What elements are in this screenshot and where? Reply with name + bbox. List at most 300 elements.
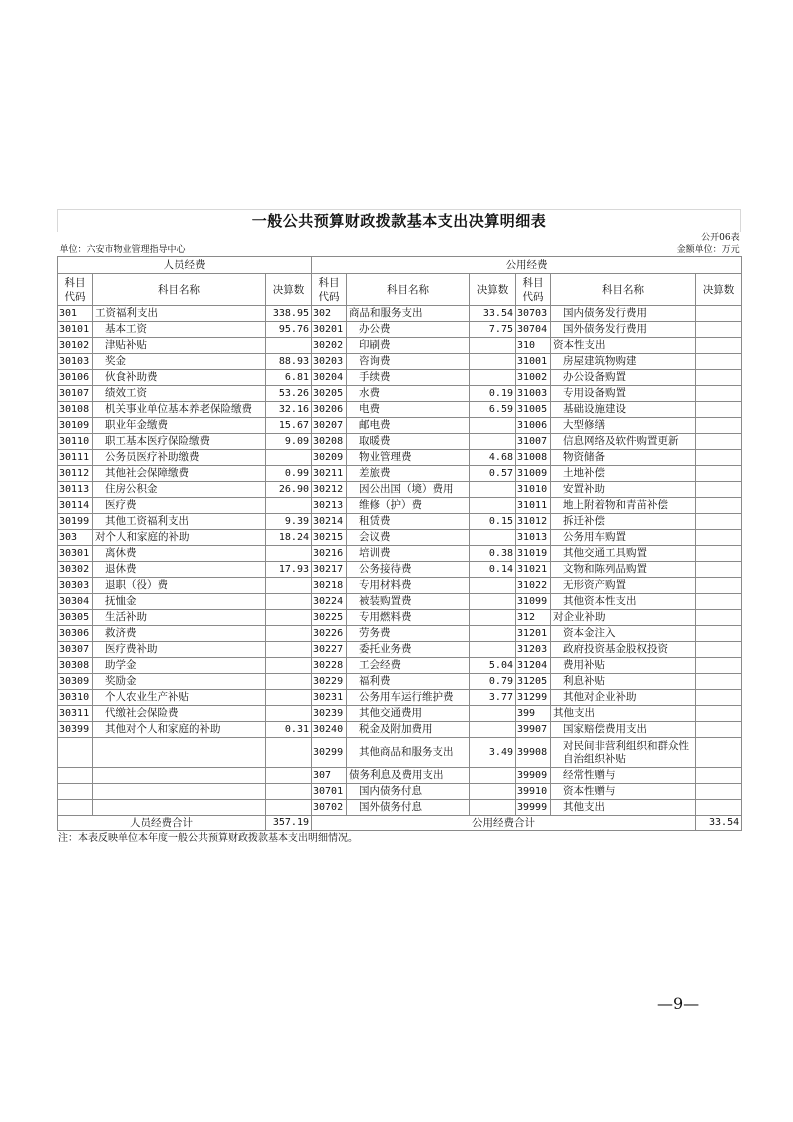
amount-cell <box>696 466 742 482</box>
name-cell: 救济费 <box>93 626 266 642</box>
table-row <box>58 674 742 690</box>
name-cell: 水费 <box>347 386 470 402</box>
amount-cell <box>696 354 742 370</box>
amount-cell: 6.59 <box>470 402 516 418</box>
code-cell: 30305 <box>58 610 93 626</box>
code-cell: 31201 <box>516 626 551 642</box>
amount-cell <box>696 658 742 674</box>
amount-cell <box>266 674 312 690</box>
amount-cell <box>470 482 516 498</box>
code-cell: 30113 <box>58 482 93 498</box>
public-total-value: 33.54 <box>696 816 742 831</box>
amount-cell <box>696 768 742 784</box>
table-row <box>58 498 742 514</box>
table-row <box>58 738 742 768</box>
name-cell: 取暖费 <box>347 434 470 450</box>
amount-cell <box>470 768 516 784</box>
code-cell: 30214 <box>312 514 347 530</box>
amount-cell: 0.38 <box>470 546 516 562</box>
code-cell: 31204 <box>516 658 551 674</box>
code-cell: 39908 <box>516 738 551 768</box>
code-cell: 31021 <box>516 562 551 578</box>
amount-cell <box>696 610 742 626</box>
code-cell: 31008 <box>516 450 551 466</box>
amount-cell <box>470 498 516 514</box>
amount-cell <box>266 768 312 784</box>
name-cell <box>93 768 266 784</box>
amount-cell <box>696 322 742 338</box>
code-cell: 307 <box>312 768 347 784</box>
code-cell: 30203 <box>312 354 347 370</box>
code-cell: 30207 <box>312 418 347 434</box>
name-cell: 助学金 <box>93 658 266 674</box>
name-cell: 其他对企业补助 <box>551 690 696 706</box>
name-cell: 国内债务发行费用 <box>551 306 696 322</box>
code-cell: 30310 <box>58 690 93 706</box>
name-cell: 其他交通工具购置 <box>551 546 696 562</box>
name-cell: 资本性支出 <box>551 338 696 354</box>
name-cell: 退职（役）费 <box>93 578 266 594</box>
name-cell: 维修（护）费 <box>347 498 470 514</box>
name-cell <box>93 738 266 768</box>
name-cell: 专用材料费 <box>347 578 470 594</box>
name-cell: 邮电费 <box>347 418 470 434</box>
column-header-row <box>58 274 742 306</box>
name-cell: 办公费 <box>347 322 470 338</box>
table-row <box>58 370 742 386</box>
code-cell: 30225 <box>312 610 347 626</box>
code-cell: 30101 <box>58 322 93 338</box>
name-cell: 大型修缮 <box>551 418 696 434</box>
code-cell: 30309 <box>58 674 93 690</box>
name-cell: 租赁费 <box>347 514 470 530</box>
name-cell: 资本性赠与 <box>551 784 696 800</box>
amount-cell <box>696 784 742 800</box>
name-cell: 印刷费 <box>347 338 470 354</box>
name-cell: 劳务费 <box>347 626 470 642</box>
code-cell: 30217 <box>312 562 347 578</box>
name-cell: 奖金 <box>93 354 266 370</box>
name-cell: 国内债务付息 <box>347 784 470 800</box>
amount-cell <box>266 338 312 354</box>
code-cell: 31002 <box>516 370 551 386</box>
code-cell: 30703 <box>516 306 551 322</box>
code-cell: 30199 <box>58 514 93 530</box>
amount-cell <box>696 800 742 816</box>
code-cell: 39907 <box>516 722 551 738</box>
amount-cell: 18.24 <box>266 530 312 546</box>
amount-cell <box>696 626 742 642</box>
totals-row <box>58 816 742 831</box>
amount-cell <box>266 738 312 768</box>
name-cell: 国家赔偿费用支出 <box>551 722 696 738</box>
personnel-total-value: 357.19 <box>266 816 312 831</box>
code-cell: 30304 <box>58 594 93 610</box>
amount-cell <box>266 450 312 466</box>
amount-cell: 0.57 <box>470 466 516 482</box>
report-sheet <box>57 209 741 847</box>
code-cell: 39910 <box>516 784 551 800</box>
code-cell: 31012 <box>516 514 551 530</box>
code-cell <box>58 784 93 800</box>
code-cell: 30311 <box>58 706 93 722</box>
code-cell: 30303 <box>58 578 93 594</box>
name-cell: 政府投资基金股权投资 <box>551 642 696 658</box>
amount-cell <box>696 738 742 768</box>
amount-cell <box>470 370 516 386</box>
code-cell: 30227 <box>312 642 347 658</box>
name-cell: 津贴补贴 <box>93 338 266 354</box>
amount-cell: 5.04 <box>470 658 516 674</box>
expenditure-table <box>57 232 742 831</box>
code-cell: 30112 <box>58 466 93 482</box>
code-cell: 30109 <box>58 418 93 434</box>
table-row <box>58 450 742 466</box>
name-cell: 电费 <box>347 402 470 418</box>
code-cell: 30205 <box>312 386 347 402</box>
amount-cell <box>696 546 742 562</box>
code-cell: 31299 <box>516 690 551 706</box>
col-header-amount: 决算数 <box>266 274 312 306</box>
name-cell: 抚恤金 <box>93 594 266 610</box>
code-cell: 39999 <box>516 800 551 816</box>
name-cell: 公务员医疗补助缴费 <box>93 450 266 466</box>
amount-cell <box>696 338 742 354</box>
table-row <box>58 690 742 706</box>
amount-cell <box>266 498 312 514</box>
col-header-name: 科目名称 <box>93 274 266 306</box>
name-cell <box>93 784 266 800</box>
name-cell: 物业管理费 <box>347 450 470 466</box>
code-cell: 30114 <box>58 498 93 514</box>
amount-cell: 9.39 <box>266 514 312 530</box>
code-cell: 30202 <box>312 338 347 354</box>
amount-cell <box>696 434 742 450</box>
table-row <box>58 562 742 578</box>
amount-cell <box>696 530 742 546</box>
amount-cell <box>266 784 312 800</box>
code-cell: 302 <box>312 306 347 322</box>
code-cell <box>58 800 93 816</box>
name-cell: 利息补贴 <box>551 674 696 690</box>
amount-cell <box>266 690 312 706</box>
amount-cell <box>696 498 742 514</box>
col-header-code: 科目代码 <box>516 274 551 306</box>
code-cell: 30307 <box>58 642 93 658</box>
table-row <box>58 306 742 322</box>
unit-label: 单位：六安市物业管理指导中心 <box>58 244 470 257</box>
col-header-code: 科目代码 <box>58 274 93 306</box>
code-cell: 30108 <box>58 402 93 418</box>
name-cell: 奖励金 <box>93 674 266 690</box>
amount-cell <box>470 706 516 722</box>
code-cell: 30226 <box>312 626 347 642</box>
name-cell: 退休费 <box>93 562 266 578</box>
amount-cell <box>266 642 312 658</box>
name-cell: 其他社会保障缴费 <box>93 466 266 482</box>
code-cell: 30702 <box>312 800 347 816</box>
code-cell: 31010 <box>516 482 551 498</box>
code-cell: 31007 <box>516 434 551 450</box>
table-row <box>58 402 742 418</box>
name-cell: 离休费 <box>93 546 266 562</box>
code-cell: 31005 <box>516 402 551 418</box>
amount-cell <box>266 546 312 562</box>
name-cell: 国外债务付息 <box>347 800 470 816</box>
name-cell: 基本工资 <box>93 322 266 338</box>
table-row <box>58 338 742 354</box>
amount-cell <box>696 722 742 738</box>
table-row <box>58 530 742 546</box>
amount-cell <box>266 626 312 642</box>
code-cell: 303 <box>58 530 93 546</box>
name-cell: 国外债务发行费用 <box>551 322 696 338</box>
amount-cell <box>266 610 312 626</box>
code-cell: 30201 <box>312 322 347 338</box>
amount-cell: 88.93 <box>266 354 312 370</box>
amount-cell <box>696 578 742 594</box>
amount-unit: 金额单位：万元 <box>470 244 742 257</box>
amount-cell <box>470 610 516 626</box>
amount-cell <box>696 450 742 466</box>
name-cell: 资本金注入 <box>551 626 696 642</box>
table-id: 公开06表 <box>701 233 740 243</box>
code-cell: 30216 <box>312 546 347 562</box>
name-cell: 差旅费 <box>347 466 470 482</box>
name-cell: 公务用车运行维护费 <box>347 690 470 706</box>
code-cell: 31009 <box>516 466 551 482</box>
code-cell: 30102 <box>58 338 93 354</box>
code-cell: 31022 <box>516 578 551 594</box>
code-cell: 312 <box>516 610 551 626</box>
name-cell: 其他资本性支出 <box>551 594 696 610</box>
name-cell: 工会经费 <box>347 658 470 674</box>
code-cell: 31003 <box>516 386 551 402</box>
amount-cell: 0.19 <box>470 386 516 402</box>
code-cell: 30229 <box>312 674 347 690</box>
amount-cell <box>266 658 312 674</box>
name-cell: 其他商品和服务支出 <box>347 738 470 768</box>
code-cell: 30107 <box>58 386 93 402</box>
name-cell: 无形资产购置 <box>551 578 696 594</box>
table-row <box>58 354 742 370</box>
table-row <box>58 322 742 338</box>
amount-cell <box>470 642 516 658</box>
amount-cell <box>266 706 312 722</box>
report-title: 一般公共预算财政拨款基本支出决算明细表 <box>57 209 741 232</box>
amount-cell <box>266 578 312 594</box>
name-cell: 物资储备 <box>551 450 696 466</box>
amount-cell <box>696 706 742 722</box>
name-cell: 公务接待费 <box>347 562 470 578</box>
amount-cell: 0.31 <box>266 722 312 738</box>
code-cell: 30103 <box>58 354 93 370</box>
code-cell: 31203 <box>516 642 551 658</box>
name-cell: 对民间非营利组织和群众性自治组织补贴 <box>551 738 696 768</box>
name-cell: 基础设施建设 <box>551 402 696 418</box>
table-row <box>58 466 742 482</box>
amount-cell <box>470 434 516 450</box>
name-cell: 费用补贴 <box>551 658 696 674</box>
code-cell: 30204 <box>312 370 347 386</box>
table-row <box>58 626 742 642</box>
name-cell: 个人农业生产补贴 <box>93 690 266 706</box>
name-cell: 委托业务费 <box>347 642 470 658</box>
name-cell: 信息网络及软件购置更新 <box>551 434 696 450</box>
name-cell: 专用燃料费 <box>347 610 470 626</box>
name-cell: 债务利息及费用支出 <box>347 768 470 784</box>
amount-cell: 32.16 <box>266 402 312 418</box>
table-row <box>58 642 742 658</box>
table-row <box>58 594 742 610</box>
amount-cell <box>470 578 516 594</box>
amount-cell <box>266 800 312 816</box>
table-row <box>58 784 742 800</box>
name-cell: 生活补助 <box>93 610 266 626</box>
code-cell: 30209 <box>312 450 347 466</box>
page-number: —9— <box>657 994 700 1013</box>
amount-cell: 0.14 <box>470 562 516 578</box>
name-cell: 对个人和家庭的补助 <box>93 530 266 546</box>
code-cell: 30228 <box>312 658 347 674</box>
code-cell: 30224 <box>312 594 347 610</box>
code-cell <box>58 768 93 784</box>
name-cell: 其他支出 <box>551 706 696 722</box>
amount-cell <box>696 370 742 386</box>
amount-cell: 17.93 <box>266 562 312 578</box>
name-cell: 被装购置费 <box>347 594 470 610</box>
code-cell: 30308 <box>58 658 93 674</box>
public-total-label: 公用经费合计 <box>312 816 696 831</box>
code-cell: 30299 <box>312 738 347 768</box>
table-row <box>58 722 742 738</box>
code-cell: 30306 <box>58 626 93 642</box>
table-row <box>58 386 742 402</box>
amount-cell <box>696 402 742 418</box>
table-row <box>58 658 742 674</box>
amount-cell: 3.49 <box>470 738 516 768</box>
name-cell: 机关事业单位基本养老保险缴费 <box>93 402 266 418</box>
name-cell: 土地补偿 <box>551 466 696 482</box>
code-cell: 30206 <box>312 402 347 418</box>
name-cell: 手续费 <box>347 370 470 386</box>
amount-cell <box>696 386 742 402</box>
amount-cell <box>696 594 742 610</box>
name-cell: 福利费 <box>347 674 470 690</box>
table-row <box>58 546 742 562</box>
amount-cell <box>470 418 516 434</box>
code-cell: 30704 <box>516 322 551 338</box>
name-cell: 医疗费 <box>93 498 266 514</box>
name-cell: 会议费 <box>347 530 470 546</box>
code-cell: 30239 <box>312 706 347 722</box>
code-cell: 30301 <box>58 546 93 562</box>
name-cell: 对企业补助 <box>551 610 696 626</box>
amount-cell: 6.81 <box>266 370 312 386</box>
amount-cell <box>696 690 742 706</box>
code-cell: 30208 <box>312 434 347 450</box>
amount-cell: 95.76 <box>266 322 312 338</box>
code-cell: 31006 <box>516 418 551 434</box>
amount-cell <box>696 642 742 658</box>
table-row <box>58 514 742 530</box>
amount-cell <box>696 482 742 498</box>
name-cell: 税金及附加费用 <box>347 722 470 738</box>
code-cell: 31013 <box>516 530 551 546</box>
amount-cell: 4.68 <box>470 450 516 466</box>
table-row <box>58 768 742 784</box>
name-cell: 公务用车购置 <box>551 530 696 546</box>
amount-cell <box>266 594 312 610</box>
name-cell: 拆迁补偿 <box>551 514 696 530</box>
code-cell: 30399 <box>58 722 93 738</box>
amount-cell: 338.95 <box>266 306 312 322</box>
amount-cell: 33.54 <box>470 306 516 322</box>
table-row <box>58 706 742 722</box>
name-cell: 地上附着物和青苗补偿 <box>551 498 696 514</box>
amount-cell <box>470 722 516 738</box>
amount-cell: 0.15 <box>470 514 516 530</box>
code-cell: 30240 <box>312 722 347 738</box>
table-row <box>58 482 742 498</box>
name-cell: 经常性赠与 <box>551 768 696 784</box>
code-cell: 30111 <box>58 450 93 466</box>
amount-cell: 7.75 <box>470 322 516 338</box>
name-cell: 其他支出 <box>551 800 696 816</box>
code-cell: 31019 <box>516 546 551 562</box>
name-cell: 培训费 <box>347 546 470 562</box>
name-cell: 办公设备购置 <box>551 370 696 386</box>
amount-cell: 9.09 <box>266 434 312 450</box>
code-cell: 39909 <box>516 768 551 784</box>
code-cell: 30212 <box>312 482 347 498</box>
amount-cell: 26.90 <box>266 482 312 498</box>
amount-cell <box>696 514 742 530</box>
name-cell: 咨询费 <box>347 354 470 370</box>
name-cell <box>93 800 266 816</box>
code-cell: 30106 <box>58 370 93 386</box>
amount-cell <box>470 784 516 800</box>
name-cell: 工资福利支出 <box>93 306 266 322</box>
amount-cell <box>696 562 742 578</box>
amount-cell <box>696 674 742 690</box>
code-cell: 30215 <box>312 530 347 546</box>
code-cell: 31099 <box>516 594 551 610</box>
name-cell: 文物和陈列品购置 <box>551 562 696 578</box>
name-cell: 伙食补助费 <box>93 370 266 386</box>
name-cell: 其他工资福利支出 <box>93 514 266 530</box>
code-cell: 31011 <box>516 498 551 514</box>
amount-cell <box>470 354 516 370</box>
amount-cell <box>470 800 516 816</box>
code-cell: 30302 <box>58 562 93 578</box>
code-cell: 30110 <box>58 434 93 450</box>
name-cell: 其他对个人和家庭的补助 <box>93 722 266 738</box>
col-header-name: 科目名称 <box>551 274 696 306</box>
col-header-amount: 决算数 <box>696 274 742 306</box>
name-cell: 职工基本医疗保险缴费 <box>93 434 266 450</box>
amount-cell <box>470 338 516 354</box>
amount-cell <box>470 626 516 642</box>
col-header-code: 科目代码 <box>312 274 347 306</box>
code-cell: 30218 <box>312 578 347 594</box>
amount-cell: 53.26 <box>266 386 312 402</box>
code-cell: 31205 <box>516 674 551 690</box>
code-cell: 399 <box>516 706 551 722</box>
name-cell: 职业年金缴费 <box>93 418 266 434</box>
group-personnel-header: 人员经费 <box>58 257 312 274</box>
amount-cell: 0.79 <box>470 674 516 690</box>
